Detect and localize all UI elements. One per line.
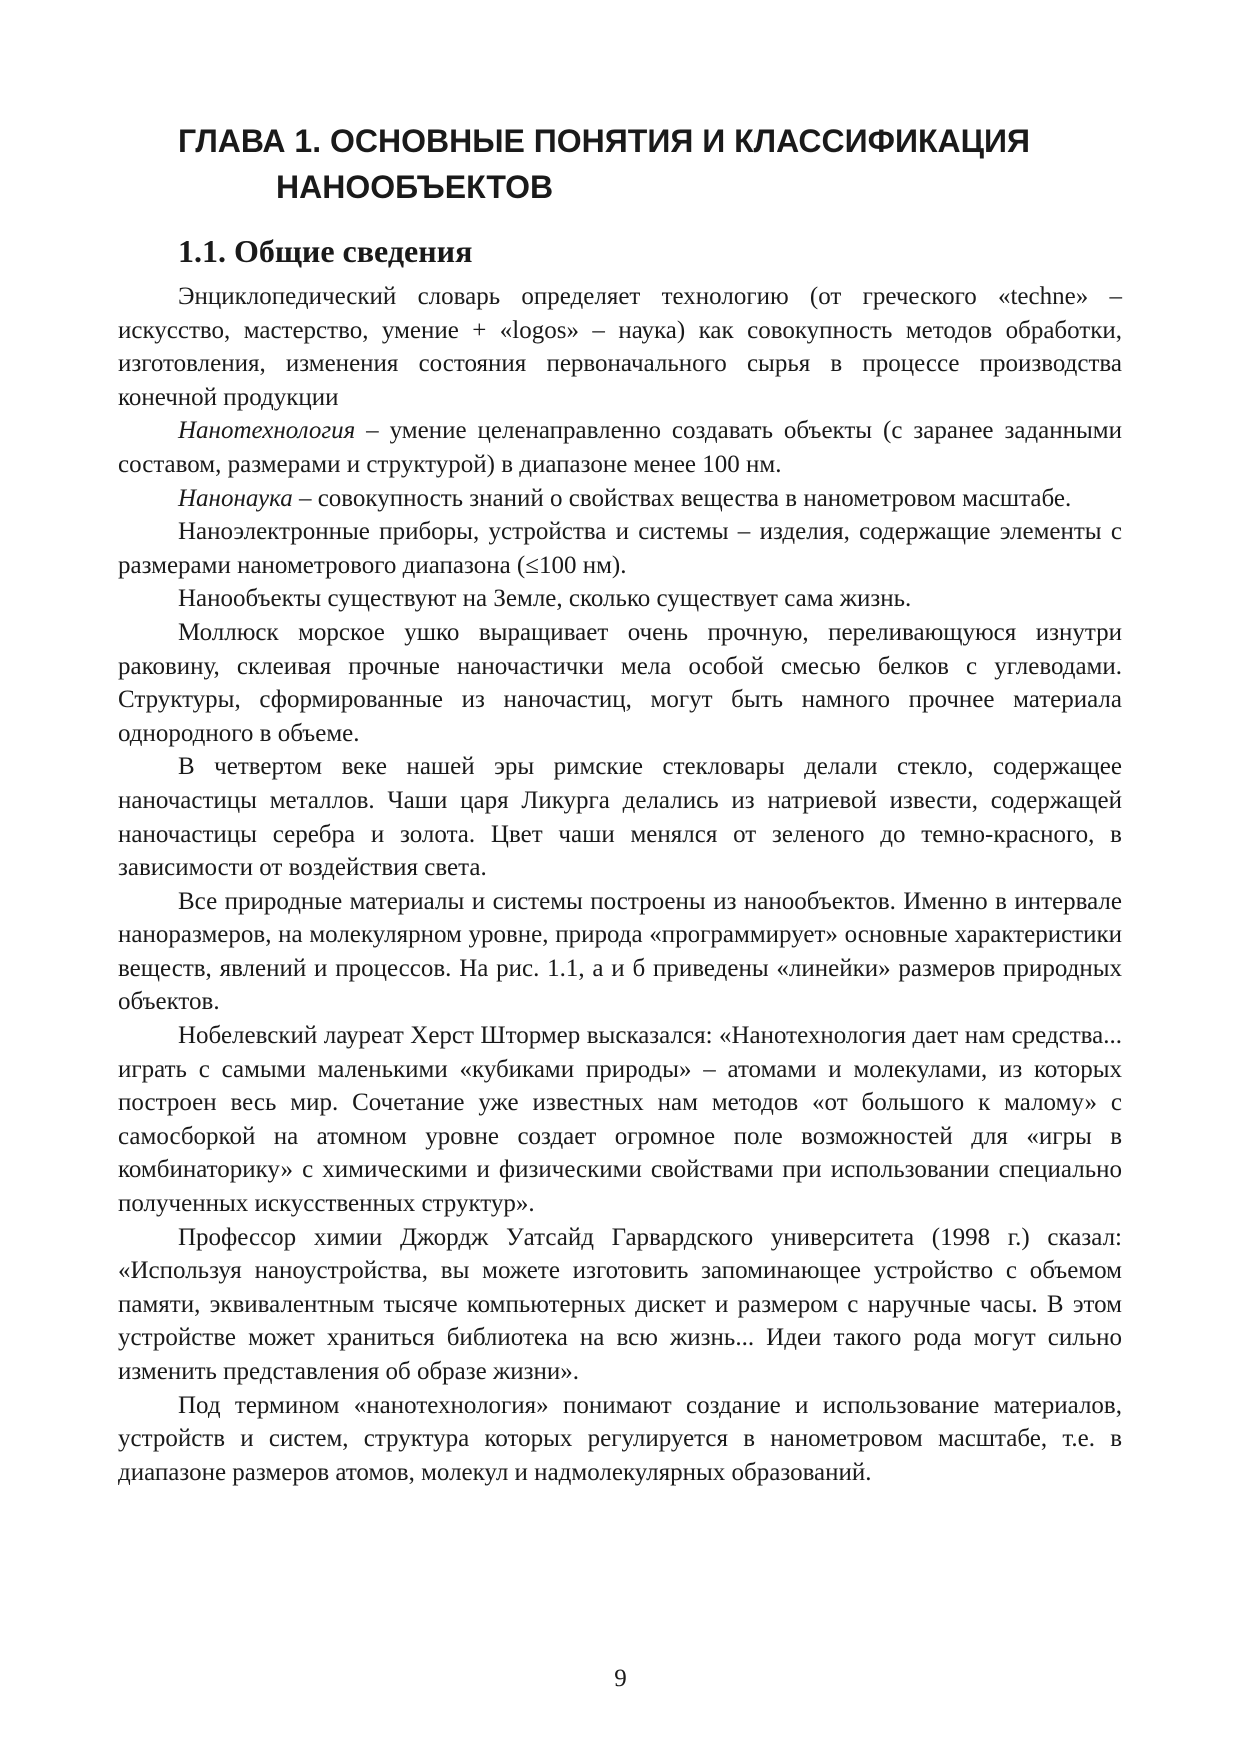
term-nanoscience: Нанонаука bbox=[178, 484, 293, 512]
paragraph-4 bbox=[118, 515, 1122, 582]
paragraph-9 bbox=[118, 1019, 1122, 1221]
chapter-title-line-1: ГЛАВА 1. ОСНОВНЫЕ ПОНЯТИЯ И КЛАССИФИКАЦИЯ bbox=[178, 123, 1030, 159]
paragraph-text: Нанообъекты существуют на Земле, сколько существует сама жизнь. bbox=[178, 585, 912, 613]
paragraph-text: Моллюск морское ушко выращивает очень прочную, переливающуюся изнутри раковину, склеивая прочные наночастички мела особой смесью белков с углеводами. Структуры, сформированные из наночастиц, могут быть намного прочнее материала однородного в объеме. bbox=[118, 618, 1122, 747]
paragraph-10 bbox=[118, 1221, 1122, 1389]
body-text bbox=[118, 280, 1122, 1489]
paragraph-6 bbox=[118, 616, 1122, 750]
chapter-title bbox=[178, 118, 1138, 210]
paragraph-5 bbox=[118, 582, 1122, 616]
paragraph-text: Под термином «нанотехнология» понимают создание и использование материалов, устройств и систем, структура которых регулируется в нанометровом масштабе, т.е. в диапазоне размеров атомов, молекул и надмолекулярных образований. bbox=[118, 1391, 1122, 1486]
section-title: 1.1. Общие сведения bbox=[178, 233, 473, 269]
paragraph-text: Наноэлектронные приборы, устройства и системы – изделия, содержащие элементы с размерами нанометрового диапазона (≤100 нм). bbox=[118, 518, 1122, 579]
paragraph-3 bbox=[118, 482, 1122, 516]
term-nanotechnology: Нанотехнология bbox=[178, 417, 356, 445]
paragraph-8 bbox=[118, 885, 1122, 1019]
paragraph-text: – умение целенаправленно создавать объекты (с заранее заданными составом, размерами и структурой) в диапазоне менее 100 нм. bbox=[118, 417, 1122, 478]
paragraph-2 bbox=[118, 414, 1122, 481]
paragraph-text: – совокупность знаний о свойствах вещества в нанометровом масштабе. bbox=[292, 484, 1072, 512]
paragraph-text: В четвертом веке нашей эры римские стекловары делали стекло, содержащее наночастицы металлов. Чаши царя Ликурга делались из натриевой извести, содержащей наночастицы серебра и золота. Цвет чаши менялся от зеленого до темно-красного, в зависимости от воздействия света. bbox=[118, 753, 1122, 882]
chapter-title-line-2: НАНООБЪЕКТОВ bbox=[276, 169, 554, 205]
paragraph-7 bbox=[118, 750, 1122, 884]
paragraph-1 bbox=[118, 280, 1122, 414]
paragraph-text: Все природные материалы и системы построены из нанообъектов. Именно в интервале наноразмеров, на молекулярном уровне, природа «программирует» основные характеристики веществ, явлений и процессов. На рис. 1.1, а и б приведены «линейки» размеров природных объектов. bbox=[118, 887, 1122, 1016]
page-number: 9 bbox=[614, 1665, 627, 1692]
paragraph-text: Профессор химии Джордж Уатсайд Гарвардского университета (1998 г.) сказал: «Используя наноустройства, вы можете изготовить запоминающее устройство с объемом памяти, эквивалентным тысяче компьютерных дискет и размером с наручные часы. В этом устройстве может храниться библиотека на всю жизнь... Идеи такого рода могут сильно изменить представления об образе жизни». bbox=[118, 1223, 1122, 1385]
paragraph-text: Энциклопедический словарь определяет технологию (от греческого «techne» – искусство, мастерство, умение + «logos» – наука) как совокупность методов обработки, изготовления, изменения состояния первоначального сырья в процессе производства конечной продукции bbox=[118, 283, 1122, 411]
paragraph-text: Нобелевский лауреат Херст Штормер высказался: «Нанотехнология дает нам средства... играть с самыми маленькими «кубиками природы» – атомами и молекулами, из которых построен весь мир. Сочетание уже известных нам методов «от большого к малому» с самосборкой на атомном уровне создает огромное поле возможностей для «игры в комбинаторику» с химическими и физическими свойствами при использовании специально полученных искусственных структур». bbox=[118, 1022, 1122, 1218]
paragraph-11 bbox=[118, 1389, 1122, 1490]
